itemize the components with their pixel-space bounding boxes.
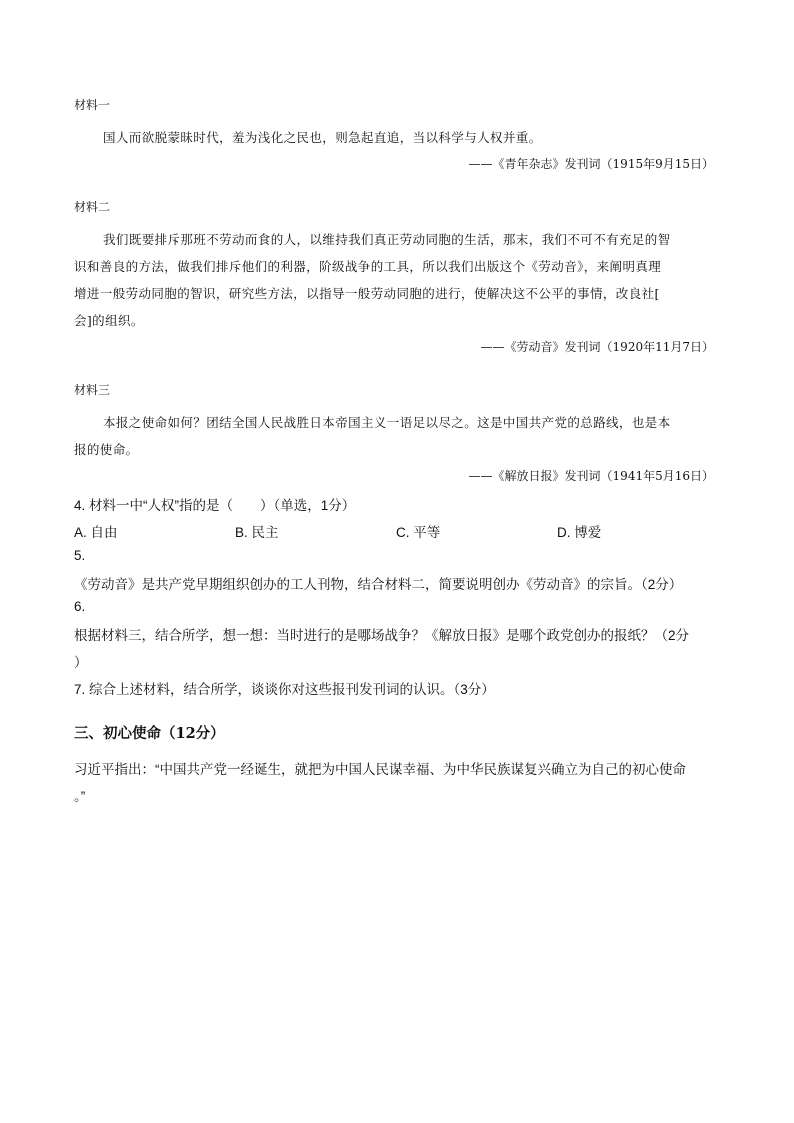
question-5-number: 5. bbox=[74, 548, 86, 563]
section-3-title: 三、初心使命（12分） bbox=[74, 725, 225, 742]
question-4-option-b: B. 民主 bbox=[235, 525, 279, 540]
material-3-source: ——《解放日报》发刊词（1941年5月16日） bbox=[468, 469, 714, 483]
material-3-label: 材料三 bbox=[74, 383, 111, 397]
material-2-line-4: 会]的组织。 bbox=[74, 313, 144, 328]
question-5-text: 《劳动音》是共产党早期组织创办的工人刊物，结合材料二，简要说明创办《劳动音》的宗旨。（2分） bbox=[74, 577, 683, 592]
question-4-option-c: C. 平等 bbox=[396, 525, 441, 540]
material-2-line-2: 识和善良的方法，做我们排斥他们的利器，阶级战争的工具，所以我们出版这个《劳动音》，来阐明真理 bbox=[74, 259, 662, 274]
material-3-line-1: 本报之使命如何？团结全国人民战胜日本帝国主义一语足以尽之。这是中国共产党的总路线，也是本 bbox=[103, 415, 671, 430]
material-1-line-1: 国人而欲脱蒙昧时代，羞为浅化之民也，则急起直追，当以科学与人权并重。 bbox=[103, 130, 542, 145]
question-6-text-cont: ） bbox=[74, 655, 88, 670]
material-1-source: ——《青年杂志》发刊词（1915年9月15日） bbox=[468, 157, 714, 171]
section-3-quote-line-1: 习近平指出：“中国共产党一经诞生，就把为中国人民谋幸福、为中华民族谋复兴确立为自己的初心使命 bbox=[74, 762, 686, 777]
question-4-stem: 4. 材料一中“人权”指的是（ ）（单选，1分） bbox=[74, 498, 356, 513]
material-2-source: ——《劳动音》发刊词（1920年11月7日） bbox=[480, 340, 714, 354]
material-2-line-1: 我们既要排斥那班不劳动而食的人，以维持我们真正劳动同胞的生活，那末，我们不可不有充足的智 bbox=[103, 232, 671, 247]
question-4-option-d: D. 博爱 bbox=[557, 525, 602, 540]
material-1-label: 材料一 bbox=[74, 98, 111, 112]
material-2-label: 材料二 bbox=[74, 200, 111, 214]
question-6-number: 6. bbox=[74, 599, 86, 614]
question-7-text: 7. 综合上述材料，结合所学，谈谈你对这些报刊发刊词的认识。（3分） bbox=[74, 682, 495, 697]
material-3-line-2: 报的使命。 bbox=[74, 442, 139, 457]
question-6-text: 根据材料三，结合所学，想一想：当时进行的是哪场战争？《解放日报》是哪个政党创办的报纸？（2分 bbox=[74, 628, 690, 643]
material-2-line-3: 增进一般劳动同胞的智识，研究些方法，以指导一般劳动同胞的进行，使解决这不公平的事情，改良社[ bbox=[74, 286, 660, 301]
section-3-quote-line-2: 。” bbox=[74, 789, 86, 804]
question-4-option-a: A. 自由 bbox=[74, 525, 118, 540]
